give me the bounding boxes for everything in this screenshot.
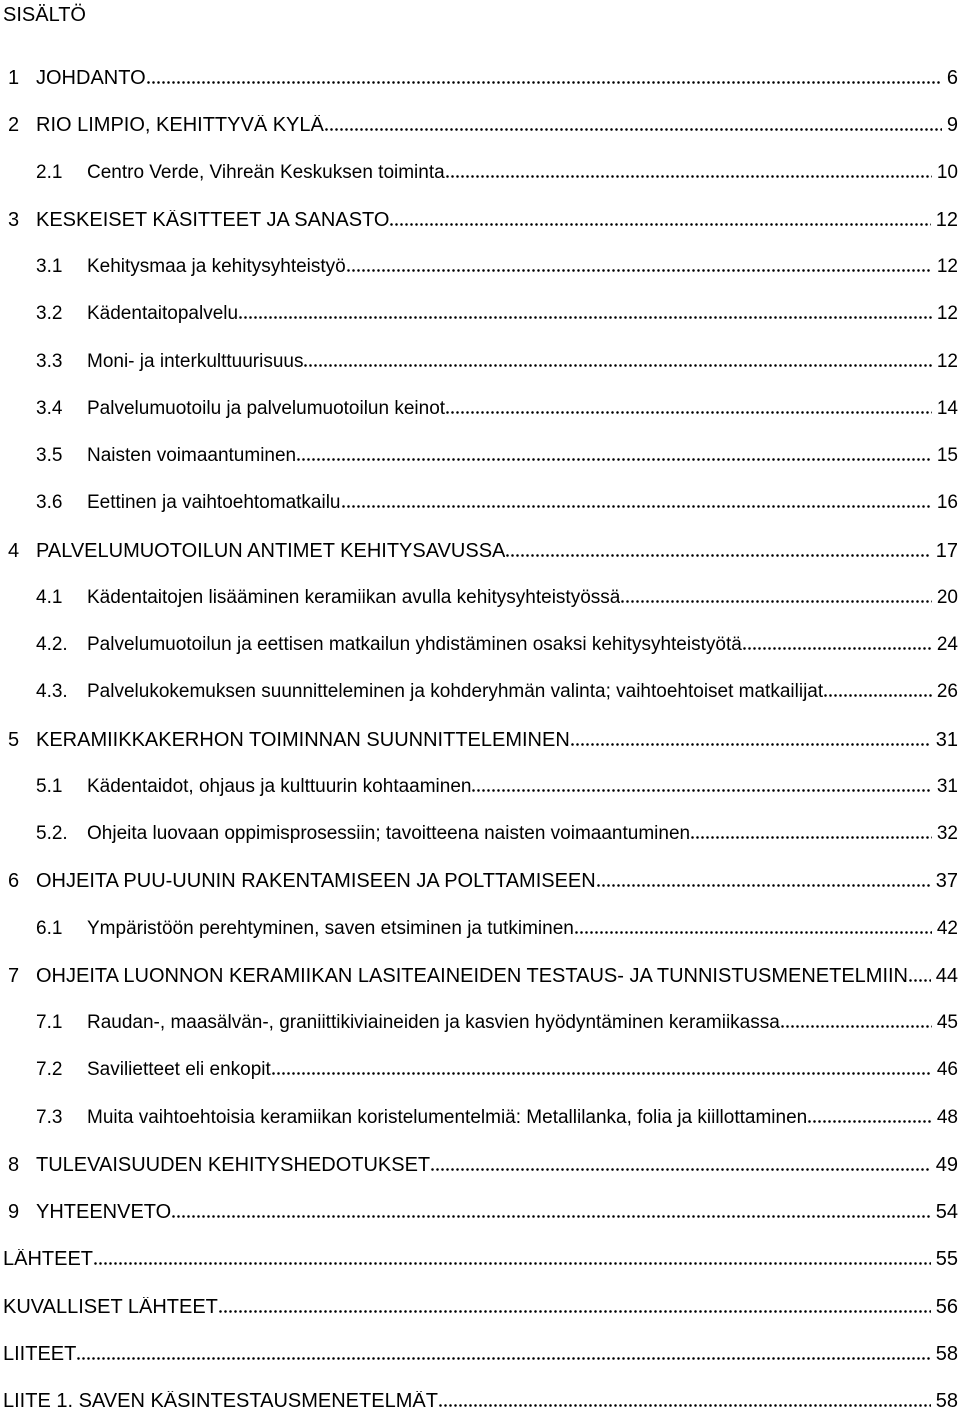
toc-entry-title: PALVELUMUOTOILUN ANTIMET KEHITYSAVUSSA [36, 540, 506, 561]
toc-entry-page: 14 [936, 397, 958, 419]
toc-entry-title: OHJEITA PUU-UUNIN RAKENTAMISEEN JA POLTTAMISEEN [36, 871, 596, 892]
toc-entry-number: 4 [8, 539, 20, 562]
toc-entry-page: 12 [935, 208, 958, 231]
toc-entry [0, 1108, 958, 1128]
toc-entry-page: 24 [936, 634, 958, 655]
toc-entry-page: 44 [935, 964, 958, 987]
dot-leader [342, 505, 932, 508]
dot-leader [431, 1168, 931, 1171]
toc-entry-page: 31 [935, 728, 958, 751]
toc-entry [0, 446, 958, 466]
toc-entry-title: KUVALLISET LÄHTEET [3, 1296, 218, 1317]
dot-leader [325, 128, 942, 131]
toc-entry [0, 210, 958, 230]
toc-entry-title: Raudan-, maasälvän-, graniittikiviaineiden ja kasvien hyödyntäminen keramiikassa [87, 1013, 780, 1033]
dot-leader [77, 1357, 930, 1360]
dot-leader [691, 836, 932, 839]
toc-entry [0, 493, 958, 513]
toc-entry-page: 17 [935, 539, 958, 562]
toc-entry-page: 32 [936, 823, 958, 844]
toc-entry-title: Ohjeita luovaan oppimisprosessiin; tavoitteena naisten voimaantuminen [87, 824, 691, 844]
dot-leader [272, 1072, 932, 1075]
toc-entry-page: 37 [935, 870, 958, 893]
toc-entry [0, 682, 958, 702]
toc-entry [0, 352, 958, 372]
toc-entry [0, 1155, 958, 1175]
toc-entry [0, 399, 958, 419]
dot-leader [597, 884, 931, 887]
toc-entry-number: 7 [8, 964, 20, 987]
toc-entry-number: 6 [8, 870, 20, 893]
dot-leader [94, 1262, 931, 1265]
toc-entry-title: Eettinen ja vaihtoehtomatkailu [87, 493, 341, 514]
toc-entry-number: 5 [8, 728, 20, 751]
dot-leader [909, 979, 931, 982]
toc-entry-page: 42 [936, 917, 958, 939]
toc-entry-number: 5.2. [36, 823, 68, 844]
toc-entry-title: Muita vaihtoehtoisia keramiikan koristelumentelmiä: Metallilanka, folia ja kiillottaminen [87, 1107, 808, 1128]
toc-entry-page: 20 [936, 586, 958, 608]
toc-entry-page: 48 [936, 1106, 958, 1128]
toc-entry-page: 46 [936, 1059, 958, 1081]
dot-leader [472, 789, 931, 792]
dot-leader [219, 1310, 931, 1313]
toc-entry-page: 31 [936, 775, 958, 797]
toc-entry [0, 1202, 958, 1222]
toc-entry-page: 45 [936, 1012, 958, 1033]
toc-entry-title: Palvelumuotoilu ja palvelumuotoilun keinot [87, 398, 446, 419]
toc-entry [0, 730, 958, 750]
toc-entry-number: 3.6 [36, 492, 63, 514]
toc-entry-number: 4.3. [36, 681, 68, 703]
toc-entry-title: LÄHTEET [3, 1249, 94, 1270]
toc-entry [0, 1249, 958, 1269]
toc-entry-page: 58 [935, 1390, 958, 1412]
toc-entry-title: Ympäristöön perehtyminen, saven etsiminen ja tutkiminen [87, 918, 574, 939]
toc-entry-number: 3 [8, 208, 20, 231]
toc-entry-title: Palvelumuotoilun ja eettisen matkailun yhdistäminen osaksi kehitysyhteistyötä [87, 635, 742, 655]
toc-entry-number: 3.2 [36, 303, 63, 325]
toc-entry-title: Naisten voimaantuminen [87, 446, 297, 466]
toc-entry-title: Centro Verde, Vihreän Keskuksen toiminta [87, 162, 445, 183]
toc-entry-page: 26 [936, 681, 958, 703]
dot-leader [824, 694, 932, 697]
toc-entry-title: Moni- ja interkulttuurisuus [87, 351, 304, 372]
toc-entry-page: 54 [935, 1201, 958, 1223]
page-title: SISÄLTÖ [3, 4, 86, 26]
toc-entry-page: 15 [936, 445, 958, 466]
dot-leader [571, 743, 931, 746]
toc-entry-page: 55 [935, 1248, 958, 1271]
dot-leader [147, 81, 942, 84]
table-of-contents [0, 68, 958, 1411]
dot-leader [304, 364, 931, 367]
toc-entry-page: 6 [946, 67, 958, 89]
toc-entry-title: Savilietteet eli enkopit [87, 1060, 271, 1081]
dot-leader [781, 1025, 932, 1028]
toc-entry-number: 5.1 [36, 775, 63, 797]
toc-entry-number: 3.3 [36, 350, 63, 372]
toc-entry-number: 8 [8, 1153, 20, 1176]
toc-entry [0, 257, 958, 277]
dot-leader [506, 554, 930, 557]
dot-leader [297, 458, 932, 461]
toc-entry-title: JOHDANTO [36, 68, 146, 88]
dot-leader [621, 600, 932, 603]
toc-entry [0, 541, 958, 561]
toc-entry-number: 7.3 [36, 1106, 63, 1128]
dot-leader [239, 316, 932, 319]
toc-entry-number: 2 [8, 114, 20, 137]
toc-entry-number: 9 [8, 1201, 20, 1223]
toc-entry-page: 58 [935, 1342, 958, 1365]
toc-entry-title: TULEVAISUUDEN KEHITYSHEDOTUKSET [36, 1154, 431, 1175]
toc-entry-title: Kehitysmaa ja kehitysyhteistyö [87, 257, 346, 277]
toc-entry-title: KESKEISET KÄSITTEET JA SANASTO [36, 209, 390, 230]
dot-leader [743, 647, 932, 650]
toc-entry [0, 1060, 958, 1080]
toc-entry-number: 3.1 [36, 256, 63, 277]
dot-leader [575, 931, 932, 934]
toc-entry-number: 6.1 [36, 917, 63, 939]
toc-entry-page: 12 [936, 256, 958, 277]
toc-entry [0, 777, 958, 797]
toc-entry [0, 1391, 958, 1411]
toc-entry-number: 4.2. [36, 634, 68, 655]
toc-entry [0, 68, 958, 88]
toc-entry-title: Kädentaidot, ohjaus ja kulttuurin kohtaaminen [87, 776, 472, 797]
toc-entry [0, 919, 958, 939]
dot-leader [446, 411, 932, 414]
toc-entry-number: 2.1 [36, 161, 63, 183]
toc-entry-page: 49 [935, 1153, 958, 1176]
toc-entry-title: YHTEENVETO [36, 1202, 172, 1222]
toc-entry-title: RIO LIMPIO, KEHITTYVÄ KYLÄ [36, 115, 324, 136]
toc-entry [0, 635, 958, 655]
toc-entry-title: Palvelukokemuksen suunnitteleminen ja kohderyhmän valinta; vaihtoehtoiset matkailijat [87, 682, 824, 703]
toc-entry [0, 1013, 958, 1033]
toc-entry-number: 7.2 [36, 1059, 63, 1081]
toc-entry-page: 12 [936, 303, 958, 325]
toc-entry-page: 12 [936, 350, 958, 372]
toc-entry [0, 966, 958, 986]
dot-leader [172, 1215, 931, 1218]
dot-leader [347, 269, 932, 272]
toc-entry [0, 304, 958, 324]
dot-leader [439, 1404, 931, 1407]
dot-leader [390, 223, 930, 226]
toc-entry-page: 10 [936, 161, 958, 183]
toc-entry-title: Kädentaitopalvelu [87, 304, 239, 325]
toc-entry-number: 7.1 [36, 1012, 63, 1033]
toc-entry-title: LIITEET [3, 1343, 77, 1364]
toc-entry-page: 56 [935, 1295, 958, 1318]
toc-entry-title: OHJEITA LUONNON KERAMIIKAN LASITEAINEIDEN TESTAUS- JA TUNNISTUSMENETELMIIN [36, 965, 909, 986]
toc-entry-title: Kädentaitojen lisääminen keramiikan avulla kehitysyhteistyössä [87, 587, 621, 608]
toc-entry-title: LIITE 1. SAVEN KÄSINTESTAUSMENETELMÄT [3, 1391, 438, 1411]
toc-entry-number: 3.5 [36, 445, 63, 466]
toc-entry-number: 4.1 [36, 586, 63, 608]
toc-entry [0, 1297, 958, 1317]
toc-entry-title: KERAMIIKKAKERHON TOIMINNAN SUUNNITTELEMINEN [36, 729, 570, 750]
toc-entry-page: 16 [936, 492, 958, 514]
toc-entry [0, 115, 958, 135]
toc-entry-number: 1 [8, 67, 20, 89]
dot-leader [446, 175, 932, 178]
toc-entry [0, 871, 958, 891]
toc-entry-page: 9 [946, 114, 958, 137]
toc-entry [0, 588, 958, 608]
dot-leader [808, 1120, 932, 1123]
toc-entry-number: 3.4 [36, 397, 63, 419]
toc-entry [0, 1344, 958, 1364]
toc-entry [0, 163, 958, 183]
toc-entry [0, 824, 958, 844]
